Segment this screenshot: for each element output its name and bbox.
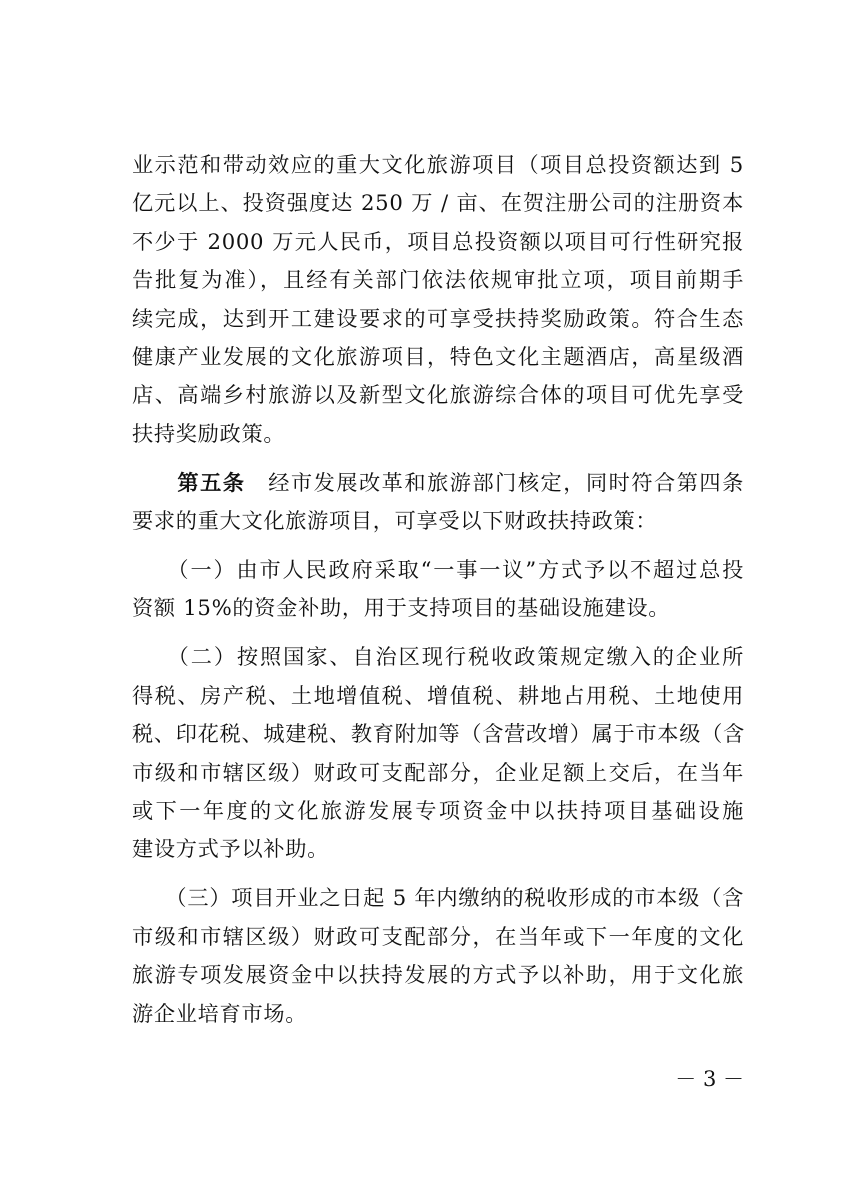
paragraph-spacing [132, 628, 744, 639]
item-2-line: 市级和市辖区级）财政可支配部分，企业足额上交后，在当年 [132, 759, 744, 785]
item-3-line: 市级和市辖区级）财政可支配部分，在当年或下一年度的文化 [132, 923, 744, 949]
item-1-first-line [132, 551, 744, 589]
paragraph-line: 续完成，达到开工建设要求的可享受扶持奖励政策。符合生态 [132, 305, 744, 331]
item-3-first-line [132, 879, 744, 917]
paragraph-line: 健康产业发展的文化旅游项目，特色文化主题酒店，高星级酒 [132, 343, 744, 369]
item-2-line: 得税、房产税、土地增值税、增值税、耕地占用税、土地使用 [132, 682, 744, 708]
document-body [132, 146, 744, 1033]
item-3-line: 游企业培育市场。 [132, 1000, 308, 1026]
item-3-text: （三）项目开业之日起 5 年内缴纳的税收形成的市本级（含 [175, 885, 745, 911]
item-2-text: （二）按照国家、自治区现行税收政策规定缴入的企业所 [178, 644, 744, 670]
article-5-label: 第五条 [177, 469, 246, 495]
page-number: － 3 － [675, 1067, 744, 1091]
paragraph-line: 不少于 2000 万元人民币，项目总投资额以项目可行性研究报 [132, 228, 744, 254]
paragraph-line: 告批复为准），且经有关部门依法依规审批立项，项目前期手 [132, 267, 744, 293]
paragraph-spacing [132, 869, 744, 880]
article-5-text: 经市发展改革和旅游部门核定，同时符合第四条 [268, 469, 745, 495]
paragraph-line: 业示范和带动效应的重大文化旅游项目（项目总投资额达到 5 [132, 152, 744, 177]
article-5-first-line [132, 464, 744, 502]
item-1-text: （一）由市人民政府采取“一事一议”方式予以不超过总投 [178, 557, 744, 583]
paragraph-line: 扶持奖励政策。 [132, 420, 286, 446]
paragraph-spacing [132, 453, 744, 464]
item-2-line: 税、印花税、城建税、教育附加等（含营改增）属于市本级（含 [132, 721, 745, 747]
item-2-first-line [132, 638, 744, 676]
item-3-line: 旅游专项发展资金中以扶持发展的方式予以补助，用于文化旅 [132, 962, 744, 988]
item-2-line: 或下一年度的文化旅游发展专项资金中以扶持项目基础设施 [132, 798, 744, 824]
paragraph-spacing [132, 541, 744, 552]
item-1-line: 资额 15%的资金补助，用于支持项目的基础设施建设。 [132, 595, 671, 621]
paragraph-line: 店、高端乡村旅游以及新型文化旅游综合体的项目可优先享受 [132, 382, 744, 408]
article-5-line: 要求的重大文化旅游项目，可享受以下财政扶持政策： [132, 508, 658, 534]
paragraph-line: 亿元以上、投资强度达 250 万 / 亩、在贺注册公司的注册资本 [132, 190, 744, 216]
item-2-line: 建设方式予以补助。 [132, 836, 329, 862]
